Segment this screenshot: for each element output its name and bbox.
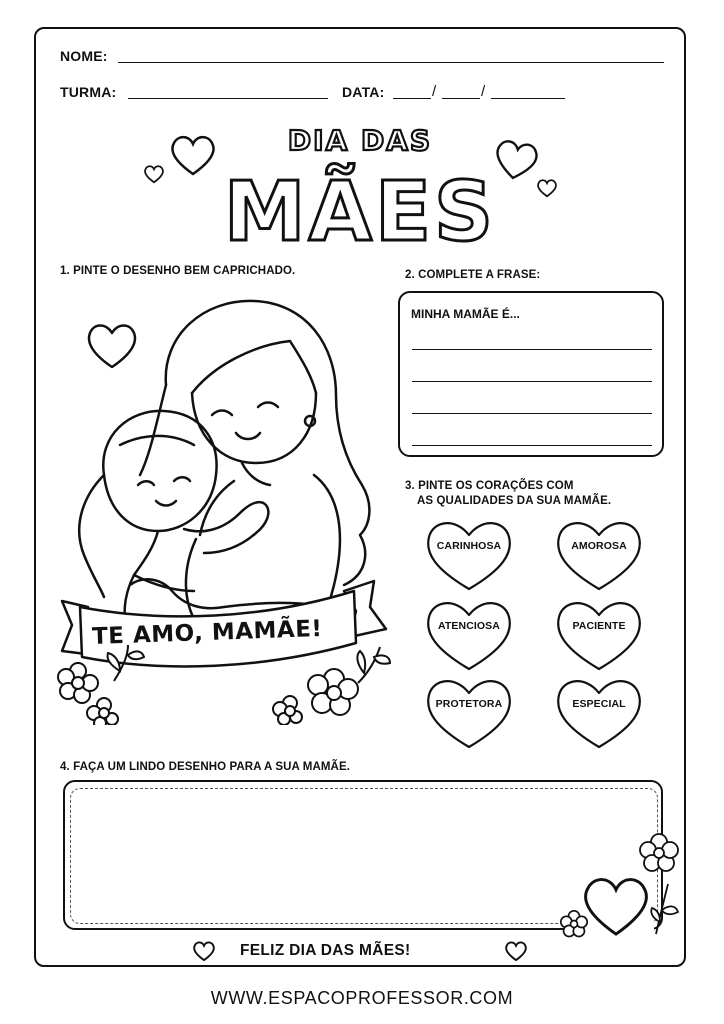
heart-icon bbox=[421, 513, 517, 593]
quality-heart-label: PROTETORA bbox=[435, 698, 503, 710]
class-line[interactable] bbox=[128, 98, 328, 99]
date-separator: / bbox=[481, 83, 486, 100]
quality-heart-label: AMOROSA bbox=[571, 540, 627, 552]
flower-icon bbox=[558, 908, 590, 940]
writing-line[interactable] bbox=[412, 381, 652, 382]
quality-heart-label: ESPECIAL bbox=[572, 698, 626, 710]
question-4-label: 4. FAÇA UM LINDO DESENHO PARA A SUA MAMÃE. bbox=[60, 761, 351, 773]
heart-icon bbox=[89, 326, 135, 368]
heart-icon bbox=[551, 513, 647, 593]
svg-text:DIA DAS: DIA DAS bbox=[287, 124, 433, 157]
heart-icon bbox=[192, 940, 216, 962]
quality-heart-label: CARINHOSA bbox=[436, 540, 502, 552]
drawing-area-dashed-border bbox=[70, 788, 658, 924]
website-footer[interactable]: WWW.ESPACOPROFESSOR.COM bbox=[210, 988, 514, 1008]
ribbon-text: TE AMO, MAMÃE! bbox=[91, 615, 323, 651]
heart-icon bbox=[536, 178, 558, 198]
heart-icon bbox=[421, 671, 517, 751]
heart-icon bbox=[168, 132, 218, 178]
quality-heart[interactable] bbox=[421, 671, 517, 751]
date-day-line[interactable] bbox=[393, 98, 431, 99]
heart-icon bbox=[143, 164, 165, 184]
heart-icon bbox=[504, 940, 528, 962]
question-3-line2: AS QUALIDADES DA SUA MAMÃE. bbox=[417, 495, 612, 507]
date-month-line[interactable] bbox=[442, 98, 480, 99]
quality-heart[interactable] bbox=[551, 513, 647, 593]
writing-line[interactable] bbox=[412, 445, 652, 446]
quality-heart[interactable] bbox=[421, 513, 517, 593]
phrase-box[interactable] bbox=[398, 291, 664, 457]
date-year-line[interactable] bbox=[491, 98, 565, 99]
quality-heart-label: PACIENTE bbox=[572, 620, 626, 632]
quality-heart-label: ATENCIOSA bbox=[438, 620, 500, 632]
writing-line[interactable] bbox=[412, 413, 652, 414]
name-label: NOME: bbox=[60, 48, 108, 64]
mother-child-illustration[interactable] bbox=[44, 285, 394, 725]
name-line[interactable] bbox=[118, 62, 664, 63]
title-line2 bbox=[215, 156, 505, 251]
flower-icon bbox=[636, 830, 682, 876]
date-separator: / bbox=[432, 83, 437, 100]
quality-heart[interactable] bbox=[421, 593, 517, 673]
date-label: DATA: bbox=[342, 84, 385, 100]
heart-icon bbox=[551, 593, 647, 673]
footer-message: FELIZ DIA DAS MÃES! bbox=[240, 942, 411, 959]
heart-icon bbox=[551, 671, 647, 751]
phrase-lead: MINHA MAMÃE É... bbox=[411, 307, 520, 321]
leaf-branch bbox=[650, 880, 680, 936]
title-line1 bbox=[270, 116, 450, 160]
heart-icon bbox=[421, 593, 517, 673]
question-3-label bbox=[405, 479, 611, 509]
class-label: TURMA: bbox=[60, 84, 117, 100]
question-1-label: 1. PINTE O DESENHO BEM CAPRICHADO. bbox=[60, 265, 296, 277]
quality-heart[interactable] bbox=[551, 671, 647, 751]
question-3-line1: 3. PINTE OS CORAÇÕES COM bbox=[405, 480, 574, 492]
writing-line[interactable] bbox=[412, 349, 652, 350]
quality-heart[interactable] bbox=[551, 593, 647, 673]
question-2-label: 2. COMPLETE A FRASE: bbox=[405, 269, 541, 281]
svg-text:MÃES: MÃES bbox=[223, 165, 497, 251]
